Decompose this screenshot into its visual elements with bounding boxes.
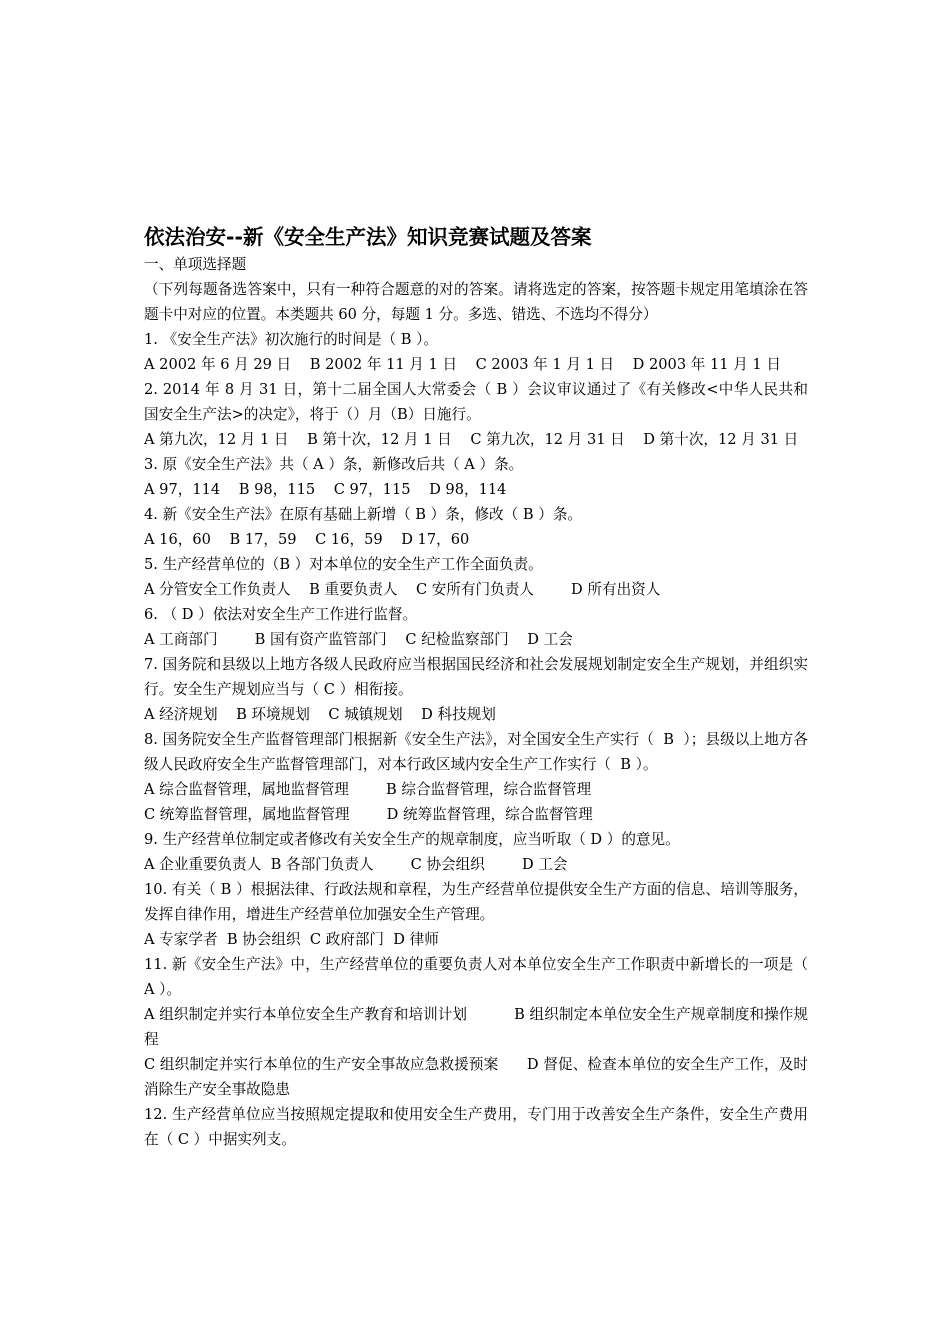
question-6: 6. （ D ）依法对安全生产工作进行监督。: [144, 606, 418, 623]
instructions-paragraph: （下列每题备选答案中，只有一种符合题意的对的答案。请将选定的答案，按答题卡规定用笔填涂在答题卡中对应的位置。本类题共 60 分，每题 1 分。多选、错选、不选均不得分）: [144, 281, 808, 323]
question-10: 10. 有关（ B ）根据法律、行政法规和章程，为生产经营单位提供安全生产方面的信息、培训等服务，发挥自律作用，增进生产经营单位加强安全生产管理。: [144, 881, 808, 923]
question-1: 1. 《安全生产法》初次施行的时间是（ B ）。: [144, 331, 438, 348]
document-page: [144, 222, 813, 1152]
options-5: A 分管安全工作负责人 B 重要负责人 C 安所有门负责人 D 所有出资人: [144, 581, 661, 598]
options-3: A 97，114 B 98，115 C 97，115 D 98，114: [144, 481, 507, 498]
question-4: 4. 新《安全生产法》在原有基础上新增（ B ）条，修改（ B ）条。: [144, 506, 583, 523]
question-5: 5. 生产经营单位的（B ）对本单位的安全生产工作全面负责。: [144, 556, 543, 573]
question-12: 12. 生产经营单位应当按照规定提取和使用安全生产费用，专门用于改善安全生产条件，安全生产费用在（ C ）中据实列支。: [144, 1106, 808, 1148]
options-10: A 专家学者 B 协会组织 C 政府部门 D 律师: [144, 931, 439, 948]
options-8-ab: A 综合监督管理，属地监督管理 B 综合监督管理，综合监督管理: [144, 781, 592, 798]
question-7: 7. 国务院和县级以上地方各级人民政府应当根据国民经济和社会发展规划制定安全生产规划，并组织实行。安全生产规划应当与（ C ）相衔接。: [144, 656, 808, 698]
options-11-ab: A 组织制定并实行本单位安全生产教育和培训计划 B 组织制定本单位安全生产规章制度和操作规程: [144, 1006, 808, 1048]
options-9: A 企业重要负责人 B 各部门负责人 C 协会组织 D 工会: [144, 856, 568, 873]
question-11: 11. 新《安全生产法》中，生产经营单位的重要负责人对本单位安全生产工作职责中新增长的一项是（ A ）。: [144, 956, 813, 998]
document-body: [144, 252, 813, 1152]
question-9: 9. 生产经营单位制定或者修改有关安全生产的规章制度，应当听取（ D ）的意见。: [144, 831, 680, 848]
options-2: A 第九次，12 月 1 日 B 第十次，12 月 1 日 C 第九次，12 月 31 日 D 第十次，12 月 31 日: [144, 431, 799, 448]
question-2: 2. 2014 年 8 月 31 日，第十二届全国人大常委会（ B ）会议审议通过了《有关修改<中华人民共和国安全生产法>的决定》，将于（）月（B）日施行。: [144, 381, 808, 423]
options-1: A 2002 年 6 月 29 日 B 2002 年 11 月 1 日 C 2003 年 1 月 1 日 D 2003 年 11 月 1 日: [144, 356, 781, 373]
question-3: 3. 原《安全生产法》共（ A ）条，新修改后共（ A ）条。: [144, 456, 524, 473]
options-6: A 工商部门 B 国有资产监管部门 C 纪检监察部门 D 工会: [144, 631, 573, 648]
options-8-cd: C 统筹监督管理，属地监督管理 D 统筹监督管理，综合监督管理: [144, 806, 593, 823]
options-7: A 经济规划 B 环境规划 C 城镇规划 D 科技规划: [144, 706, 496, 723]
options-11-cd: C 组织制定并实行本单位的生产安全事故应急救援预案 D 督促、检查本单位的安全生产工作，及时消除生产安全事故隐患: [144, 1056, 808, 1098]
question-8: 8. 国务院安全生产监督管理部门根据新《安全生产法》，对全国安全生产实行（ B ）；县级以上地方各级人民政府安全生产监督管理部门，对本行政区域内安全生产工作实行（ B ）。: [144, 731, 808, 773]
section-heading: 一、单项选择题: [144, 256, 247, 273]
document-title: 依法治安--新《安全生产法》知识竞赛试题及答案: [144, 225, 592, 249]
options-4: A 16，60 B 17，59 C 16，59 D 17，60: [144, 531, 470, 548]
